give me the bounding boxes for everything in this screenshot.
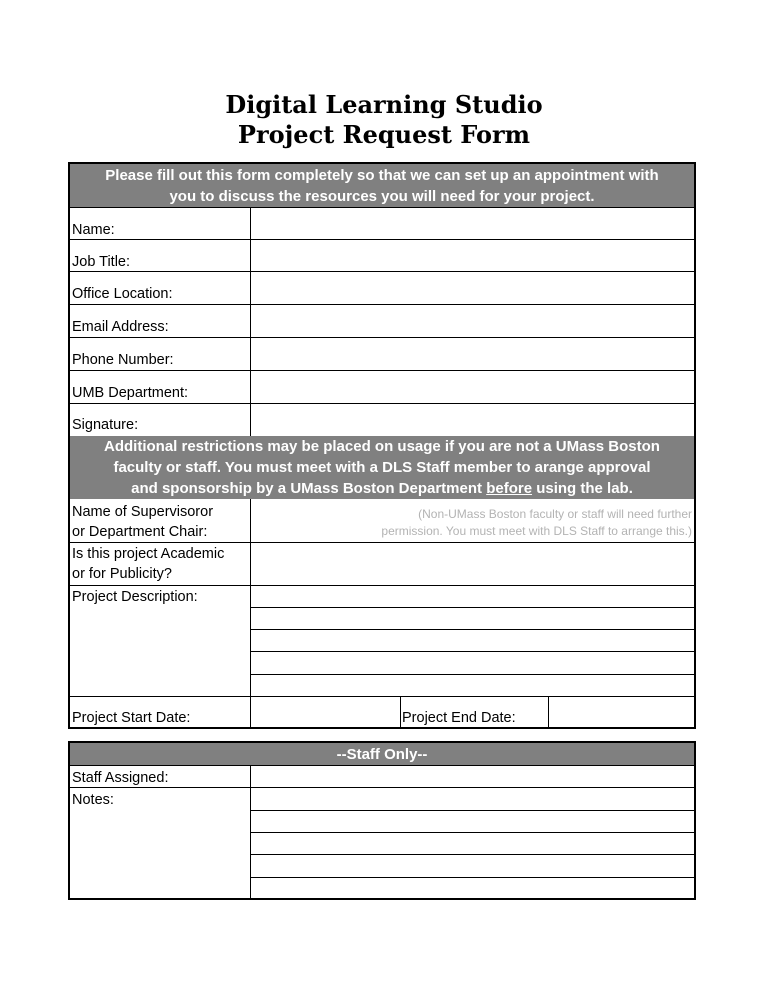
request-form [68, 162, 696, 729]
project-description-field[interactable] [251, 586, 694, 696]
department-field[interactable] [251, 371, 694, 403]
academic-label-line2: or for Publicity? [72, 566, 172, 582]
start-date-label: Project Start Date: [72, 710, 191, 726]
restrictions-line3-before: and sponsorship by a UMass Boston Department [131, 480, 487, 497]
end-date-label: Project End Date: [402, 710, 516, 726]
staff-only-header: --Staff Only-- [70, 743, 694, 765]
supervisor-note-line1: (Non-UMass Boston faculty or staff will need further [418, 507, 692, 521]
project-description-label: Project Description: [72, 589, 198, 605]
supervisor-note-line2: permission. You must meet with DLS Staff to arrange this.) [381, 524, 692, 538]
supervisor-label-line1: Name of Supervisoror [72, 504, 214, 520]
form-title-line1: Digital Learning Studio [225, 90, 543, 119]
office-location-label: Office Location: [72, 286, 173, 302]
staff-assigned-label: Staff Assigned: [72, 770, 169, 786]
academic-label-line1: Is this project Academic [72, 546, 225, 562]
name-label: Name: [72, 222, 115, 238]
notes-label: Notes: [72, 792, 114, 808]
academic-field[interactable] [251, 543, 694, 585]
intro-banner [70, 164, 694, 207]
notes-field[interactable] [251, 788, 694, 900]
restrictions-line3-after: using the lab. [532, 480, 633, 497]
staff-only-section [68, 741, 696, 900]
phone-label: Phone Number: [72, 352, 174, 368]
supervisor-label-line2: or Department Chair: [72, 524, 208, 540]
supervisor-field[interactable] [251, 500, 694, 542]
phone-field[interactable] [251, 338, 694, 370]
email-label: Email Address: [72, 319, 169, 335]
intro-line1: Please fill out this form completely so that we can set up an appointment with [105, 166, 659, 184]
intro-line2: you to discuss the resources you will need for your project. [169, 187, 595, 205]
signature-field[interactable] [251, 404, 694, 436]
signature-label: Signature: [72, 417, 139, 433]
restrictions-line3 [70, 478, 694, 499]
form-title-line2: Project Request Form [237, 120, 531, 149]
name-field[interactable] [251, 208, 694, 239]
end-date-field[interactable] [549, 697, 694, 729]
restrictions-banner [70, 436, 694, 499]
office-location-field[interactable] [251, 272, 694, 304]
restrictions-line2: faculty or staff. You must meet with a DLS Staff member to arange approval [113, 459, 651, 476]
department-label: UMB Department: [72, 385, 189, 401]
start-date-field[interactable] [251, 697, 400, 729]
restrictions-emphasis: before [486, 480, 533, 497]
email-field[interactable] [251, 305, 694, 337]
restrictions-line1: Additional restrictions may be placed on usage if you are not a UMass Boston [104, 438, 660, 455]
staff-assigned-field[interactable] [251, 766, 694, 787]
job-title-field[interactable] [251, 240, 694, 271]
job-title-label: Job Title: [72, 254, 131, 270]
